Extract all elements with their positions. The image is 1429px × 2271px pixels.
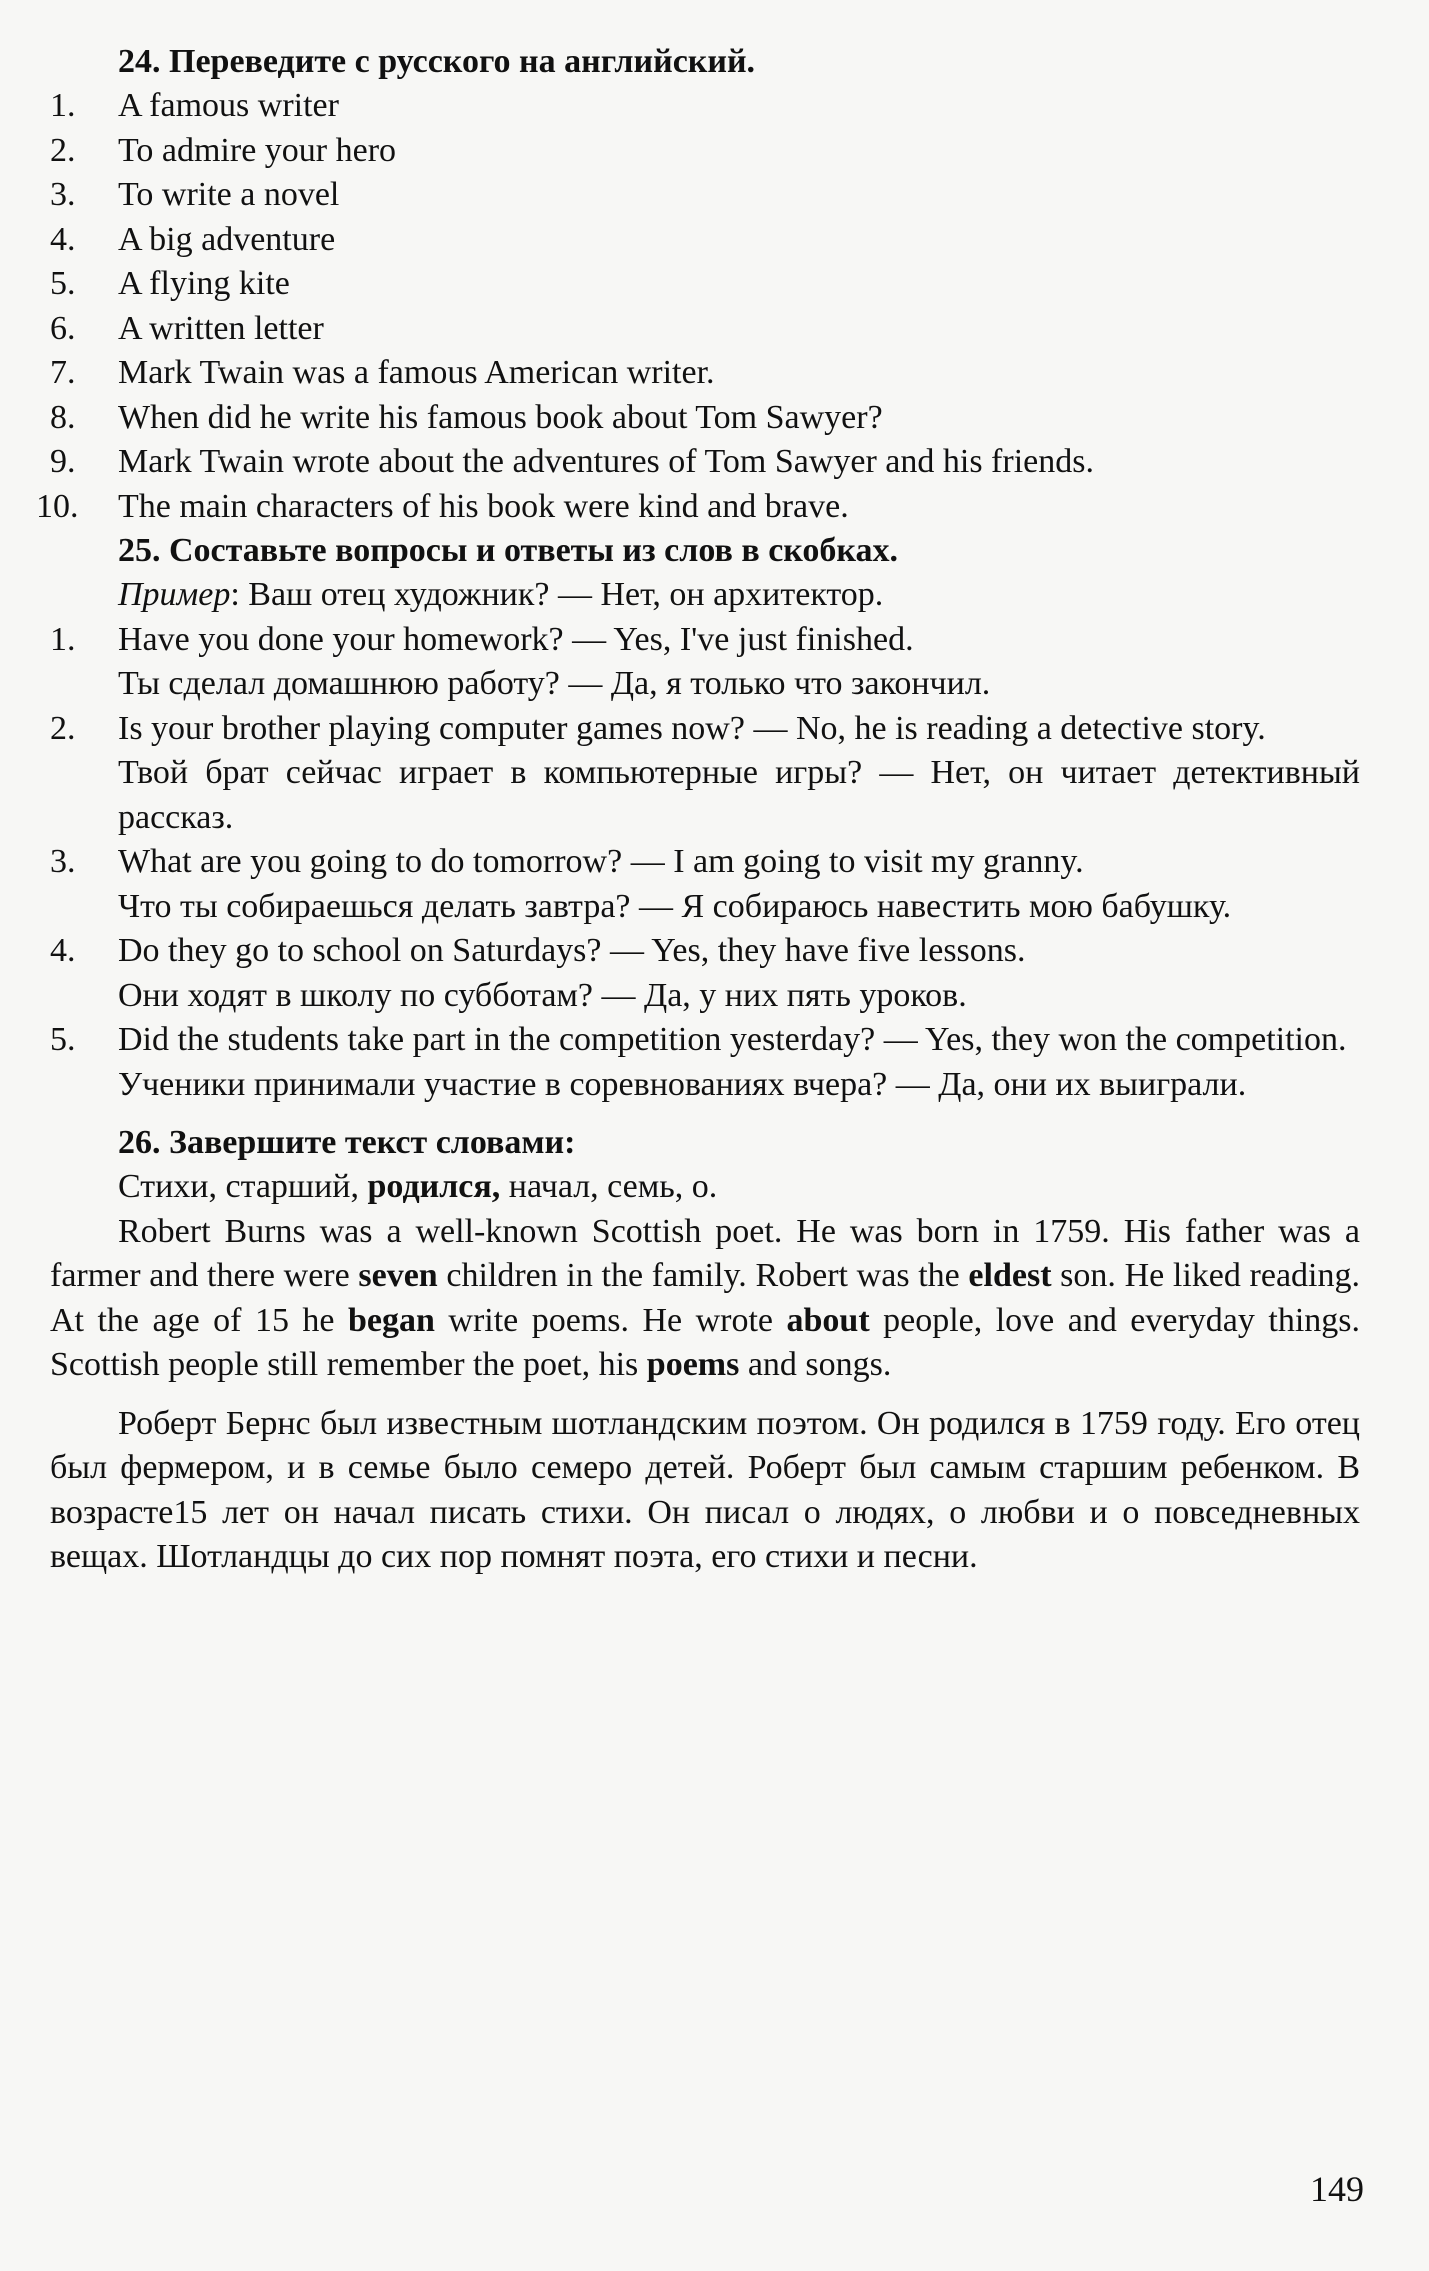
item-number: 4. — [50, 932, 76, 969]
example-label: Пример — [118, 576, 231, 613]
item-number: 3. — [50, 843, 76, 880]
item-number: 3. — [50, 176, 76, 213]
answer-word: began — [348, 1301, 435, 1339]
item-text: A big adventure — [118, 220, 336, 258]
item-text-english: What are you going to do tomorrow? — I am going to visit my granny. — [118, 843, 1084, 880]
answer-word: seven — [358, 1257, 438, 1294]
spacer — [50, 1107, 1360, 1121]
list-item — [50, 218, 1360, 263]
text-run: write poems. He wrote — [434, 1301, 787, 1339]
item-number: 7. — [50, 354, 76, 391]
item-number: 2. — [50, 131, 76, 169]
spacer — [50, 1388, 1360, 1402]
answer-word: eldest — [968, 1257, 1052, 1294]
item-text: A written letter — [118, 309, 324, 347]
item-text-russian: Ученики принимали участие в соревнованиях вчера? — Да, они их выиграли. — [118, 1065, 1247, 1103]
answer-word: about — [786, 1301, 870, 1339]
item-number: 1. — [50, 620, 76, 658]
list-item — [50, 351, 1360, 396]
example-text: : Ваш отец художник? — Нет, он архитектор. — [230, 576, 884, 613]
list-item — [50, 173, 1360, 218]
item-text: To write a novel — [118, 176, 340, 213]
item-text-russian: Твой брат сейчас играет в компьютерные игры? — Нет, он читает детективный рассказ. — [118, 754, 1360, 836]
item-text-russian: Ты сделал домашнюю работу? — Да, я только что закончил. — [118, 665, 991, 702]
exercise-26-english-paragraph — [50, 1210, 1360, 1388]
item-text: Mark Twain was a famous American writer. — [118, 354, 715, 391]
item-text-english: Is your brother playing computer games now? — No, he is reading a detective story. — [118, 709, 1266, 747]
item-text-russian: Они ходят в школу по субботам? — Да, у них пять уроков. — [118, 976, 967, 1014]
item-text-russian: Что ты собираешься делать завтра? — Я собираюсь навестить мою бабушку. — [118, 887, 1232, 925]
text-run: children in the family. Robert was the — [437, 1257, 969, 1294]
item-number: 9. — [50, 443, 76, 480]
list-item — [50, 840, 1360, 929]
item-number: 5. — [50, 265, 76, 302]
list-item — [50, 440, 1360, 485]
textbook-page — [36, 40, 1360, 1580]
item-text: A flying kite — [118, 265, 290, 302]
item-text: The main characters of his book were kind and brave. — [118, 487, 849, 525]
list-item — [50, 707, 1360, 841]
text-run: son. He liked reading. At the age of 15 he — [50, 1257, 1360, 1339]
list-item — [50, 1018, 1360, 1107]
list-item — [36, 485, 1360, 530]
item-text-english: Do they go to school on Saturdays? — Yes, they have five lessons. — [118, 932, 1026, 969]
word-bank-part: Стихи, старший, — [118, 1168, 368, 1205]
item-number: 4. — [50, 220, 76, 258]
item-number: 8. — [50, 398, 76, 436]
text-run: and songs. — [739, 1346, 892, 1383]
exercise-24-title: 24. Переведите с русского на английский. — [118, 43, 756, 80]
list-item — [50, 618, 1360, 707]
text-run: people, love and everyday things. Scottish people still remember the poet, his — [50, 1301, 1360, 1383]
word-bank-bold: родился, — [367, 1168, 501, 1205]
exercise-25-list — [50, 618, 1360, 1108]
word-bank-part: начал, семь, о. — [500, 1168, 718, 1205]
list-item — [50, 84, 1360, 129]
item-number: 1. — [50, 87, 76, 124]
exercise-26-word-bank — [50, 1165, 1360, 1210]
item-number: 5. — [50, 1021, 76, 1058]
exercise-25-title: 25. Составьте вопросы и ответы из слов в скобках. — [118, 532, 899, 569]
item-text-english: Did the students take part in the competition yesterday? — Yes, they won the competition. — [118, 1021, 1347, 1058]
exercise-26-russian-paragraph: Роберт Бернс был известным шотландским поэтом. Он родился в 1759 году. Его отец был фермером, и в семье было семеро детей. Роберт был самым старшим ребенком. В возрасте15 лет он начал писать стихи. Он писал о людях, о любви и о повседневных вещах. Шотландцы до сих пор помнят поэта, его стихи и песни. — [50, 1404, 1360, 1575]
answer-word: poems — [646, 1346, 740, 1383]
item-number: 6. — [50, 309, 76, 347]
item-text: A famous writer — [118, 87, 339, 124]
item-text: To admire your hero — [118, 131, 397, 169]
text-run: Robert Burns was a well-known Scottish poet. He was born in 1759. His father was a farmer and there were — [50, 1212, 1360, 1294]
list-item — [50, 929, 1360, 1018]
item-number: 10. — [36, 487, 79, 525]
list-item — [50, 262, 1360, 307]
list-item — [50, 307, 1360, 352]
page-number: 149 — [1310, 2169, 1364, 2209]
item-text-english: Have you done your homework? — Yes, I've just finished. — [118, 620, 914, 658]
item-text: When did he write his famous book about Tom Sawyer? — [118, 398, 883, 436]
exercise-24-list — [36, 84, 1360, 529]
exercise-25-example — [50, 573, 1360, 618]
list-item — [50, 396, 1360, 441]
item-text: Mark Twain wrote about the adventures of Tom Sawyer and his friends. — [118, 443, 1094, 480]
item-number: 2. — [50, 709, 76, 747]
list-item — [50, 129, 1360, 174]
exercise-26-title: 26. Завершите текст словами: — [118, 1124, 576, 1161]
